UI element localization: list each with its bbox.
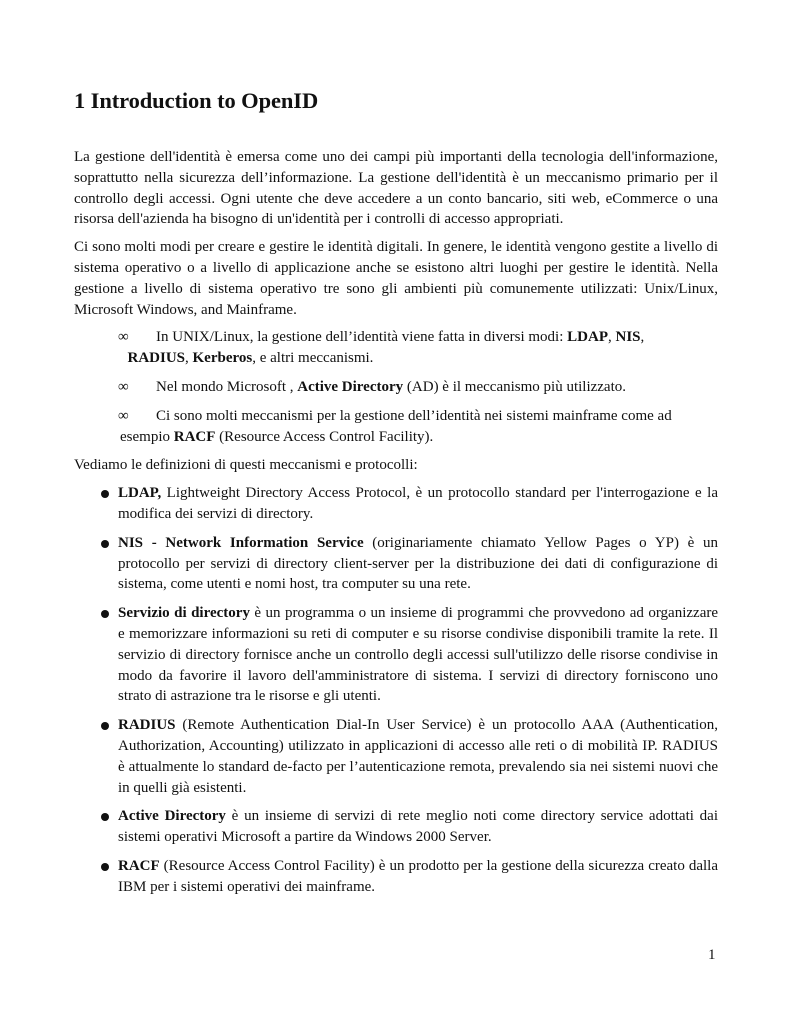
infinity-bullet-icon: ∞ [118,378,129,395]
definitions-intro: Vediamo le definizioni di questi meccanismi e protocolli: [74,457,418,474]
infinity-bullet-icon: ∞ [118,407,129,424]
page-title: 1 Introduction to OpenID [74,88,319,113]
list-item: Servizio di directory è un programma o un insieme di programmi che provvedono ad organizzare e memorizzare informazioni su reti di computer e su risorse condivise disponibili tramite la rete. Il servizio di directory fornisce anche un controllo degli accessi sull'utilizzo delle risorse condivise in modo da favorire il lavoro dell'amministratore di sistema. I servizi di directory forniscono uno strato di astrazione tra le risorse e gli utenti. [74,603,718,707]
bullet-icon [101,863,109,871]
list-item: RADIUS (Remote Authentication Dial-In User Service) è un protocollo AAA (Authentication, Authorization, Accounting) utilizzato in applicazioni di accesso alle reti o di mobilità IP. RADIUS è attualmente lo standard de-facto per l’autenticazione remota, prevalendo sia nei sistemi nuovi che in quelli già esistenti. [74,715,718,798]
page-number: 1 [708,947,716,963]
list-item: RACF (Resource Access Control Facility) è un prodotto per la gestione della sicurezza creato dalla IBM per i sistemi operativi dei mainframe. [74,856,718,898]
list-item: LDAP, Lightweight Directory Access Protocol, è un protocollo standard per l'interrogazione e la modifica dei servizi di directory. [74,483,718,525]
list-item: ∞ In UNIX/Linux, la gestione dell’identità viene fatta in diversi modi: LDAP, NIS, RADIUS, Kerberos, e altri meccanismi. [118,329,645,367]
bullet-icon [101,490,109,498]
identity-paragraph: Ci sono molti modi per creare e gestire le identità digitali. In genere, le identità vengono gestite a livello di sistema operativo o a livello di applicazione anche se esistono altri luoghi per gestire le identità. Nella gestione a livello di sistema operativo tre sono gli ambienti più comunemente utilizzati: Unix/Linux, Microsoft Windows, and Mainframe. [74,239,718,318]
list-item: Active Directory è un insieme di servizi di rete meglio noti come directory service adottati dai sistemi operativi Microsoft a partire da Windows 2000 Server. [74,806,718,848]
infinity-bullet-icon: ∞ [118,329,129,346]
intro-paragraph: La gestione dell'identità è emersa come uno dei campi più importanti della tecnologia dell'informazione, soprattutto nella sicurezza dell’informazione. La gestione dell'identità è un meccanismo primario per il controllo degli accessi. Ogni utente che deve accedere a un conto bancario, siti web, eCommerce o una risorsa dell'azienda ha bisogno di un'identità per i controlli di accesso appropriati. [74,149,718,228]
bullet-icon [101,540,109,548]
environment-list [74,327,718,447]
bullet-icon [101,722,109,730]
definitions-list [74,483,718,897]
bullet-icon [101,610,109,618]
list-item: ∞ Nel mondo Microsoft , Active Directory (AD) è il meccanismo più utilizzato. [74,377,718,398]
bullet-icon [101,813,109,821]
document-body [74,147,718,906]
list-item: NIS - Network Information Service (originariamente chiamato Yellow Pages o YP) è un protocollo per servizi di directory client-server per la distribuzione dei dati di configurazione di sistema, come utenti e nomi host, tra computer su una rete. [74,533,718,595]
list-item: ∞ Ci sono molti meccanismi per la gestione dell’identità nei sistemi mainframe come ad esempio RACF (Resource Access Control Facility). [118,407,672,445]
